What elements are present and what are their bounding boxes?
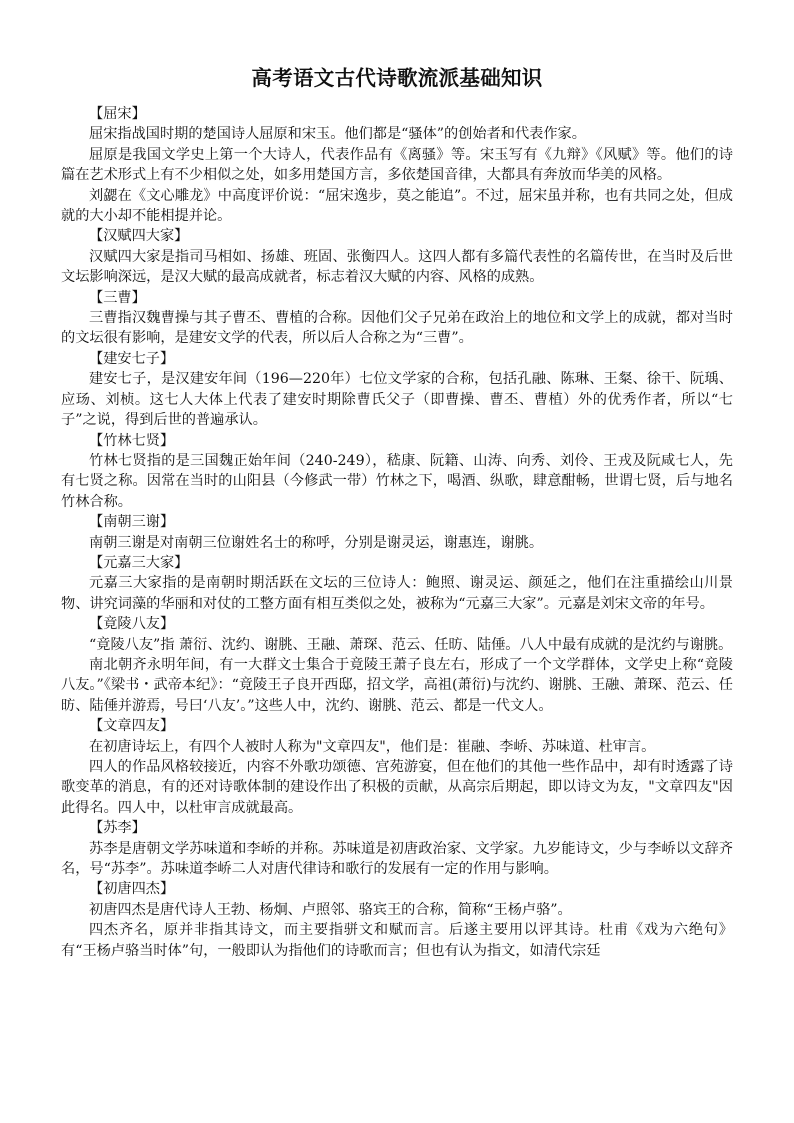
section-zhulin-qixian [61, 431, 733, 513]
document-title: 高考语文古代诗歌流派基础知识 [251, 66, 543, 90]
document-page [61, 64, 733, 961]
paragraph: 刘勰在《文心雕龙》中高度评价说：“屈宋逸步，莫之能追”。不过，屈宋虽并称，也有共同之处，但成就的大小却不能相提并论。 [61, 187, 733, 225]
section-heading: 【竹林七贤】 [89, 432, 175, 449]
section-heading: 【屈宋】 [89, 106, 146, 122]
paragraph: 南北朝齐永明年间，有一大群文士集合于竟陵王萧子良左右，形成了一个文学群体，文学史上称“竟陵八友。”《梁书・武帝本纪》：“竟陵王子良开西邸，招文学，高祖(萧衍)与沈约、谢朓、王融、萧琛、范云、任昉、陆倕并游焉，号曰‘八友’。”这些人中，沈约、谢朓、范云、都是一代文人。 [61, 656, 733, 714]
paragraph: 南朝三谢是对南朝三位谢姓名士的称呼，分别是谢灵运，谢惠连，谢朓。 [89, 534, 544, 551]
paragraph: 屈宋指战国时期的楚国诗人屈原和宋玉。他们都是“骚体”的创始者和代表作家。 [89, 126, 586, 143]
section-heading: 【三曹】 [89, 289, 146, 306]
section-heading: 【初唐四杰】 [89, 881, 175, 898]
section-nanchao-sanxie [61, 512, 733, 553]
section-wenzhang-siyou [61, 716, 733, 818]
paragraph: 三曹指汉魏曹操与其子曹丕、曹植的合称。因他们父子兄弟在政治上的地位和文学上的成就，都对当时的文坛很有影响，是建安文学的代表，所以后人合称之为“三曹”。 [61, 310, 733, 347]
paragraph: 四人的作品风格较接近，内容不外歌功颂德、宫苑游宴，但在他们的其他一些作品中，却有时透露了诗歌变革的消息，有的还对诗歌体制的建设作出了积极的贡献，从高宗后期起，即以诗文为友，"文章四友"因此得名。四人中，以杜审言成就最高。 [61, 759, 733, 816]
paragraph: 苏李是唐朝文学苏味道和李峤的并称。苏味道是初唐政治家、文学家。九岁能诗文，少与李峤以文辞齐名，号“苏李”。苏味道李峤二人对唐代律诗和歌行的发展有一定的作用与影响。 [61, 840, 733, 878]
paragraph: 元嘉三大家指的是南朝时期活跃在文坛的三位诗人：鲍照、谢灵运、颜延之，他们在注重描绘山川景物、讲究词藻的华丽和对仗的工整方面有相互类似之处，被称为“元嘉三大家”。元嘉是刘宋文帝的年号。 [61, 575, 733, 612]
section-sancao [61, 288, 733, 349]
paragraph: 初唐四杰是唐代诗人王勃、杨炯、卢照邻、骆宾王的合称，简称“王杨卢骆”。 [89, 901, 572, 918]
section-heading: 【建安七子】 [89, 350, 175, 367]
section-hanfu-sidajia [61, 226, 733, 287]
section-heading: 【汉赋四大家】 [89, 228, 189, 245]
section-heading: 【元嘉三大家】 [89, 554, 189, 571]
paragraph: 竹林七贤指的是三国魏正始年间（240-249），嵇康、阮籍、山涛、向秀、刘伶、王戎及阮咸七人，先有七贤之称。因常在当时的山阳县（今修武一带）竹林之下，喝酒、纵歌，肆意酣畅，世谓七贤，后与地名竹林合称。 [61, 452, 733, 510]
section-heading: 【南朝三谢】 [89, 514, 175, 531]
paragraph: 建安七子，是汉建安年间（196—220年）七位文学家的合称，包括孔融、陈琳、王粲、徐干、阮瑀、应玚、刘桢。这七人大体上代表了建安时期除曹氏父子（即曹操、曹丕、曹植）外的优秀作者，所以“七子”之说，得到后世的普遍承认。 [61, 371, 733, 429]
section-jianan-qizi [61, 349, 733, 431]
section-chutang-sijie [61, 879, 733, 961]
section-qusong [61, 104, 733, 226]
section-heading: 【苏李】 [89, 820, 146, 837]
section-jingling-bayou [61, 614, 733, 716]
paragraph: 汉赋四大家是指司马相如、扬雄、班固、张衡四人。这四人都有多篇代表性的名篇传世，在当时及后世文坛影响深远，是汉大赋的最高成就者，标志着汉大赋的内容、风格的成熟。 [61, 248, 733, 286]
section-heading: 【文章四友】 [89, 718, 175, 735]
section-yuanjia-sandajia [61, 553, 733, 614]
section-heading: 【竟陵八友】 [89, 616, 175, 633]
paragraph: 在初唐诗坛上，有四个人被时人称为"文章四友"，他们是：崔融、李峤、苏味道、杜审言。 [89, 738, 656, 755]
paragraph: 屈原是我国文学史上第一个大诗人，代表作品有《离骚》等。宋玉写有《九辩》《风赋》等。他们的诗篇在艺术形式上有不少相似之处，如多用楚国方言，多依楚国音律，大都具有奔放而华美的风格。 [61, 146, 733, 184]
paragraph: 四杰齐名，原并非指其诗文，而主要指骈文和赋而言。后遂主要用以评其诗。杜甫《戏为六绝句》有“王杨卢骆当时体”句，一般即认为指他们的诗歌而言；但也有认为指文，如清代宗廷 [61, 922, 733, 959]
section-suli [61, 818, 733, 879]
paragraph: “竟陵八友”指 萧衍、沈约、谢朓、王融、萧琛、范云、任昉、陆倕。八人中最有成就的是沈约与谢朓。 [89, 636, 733, 653]
